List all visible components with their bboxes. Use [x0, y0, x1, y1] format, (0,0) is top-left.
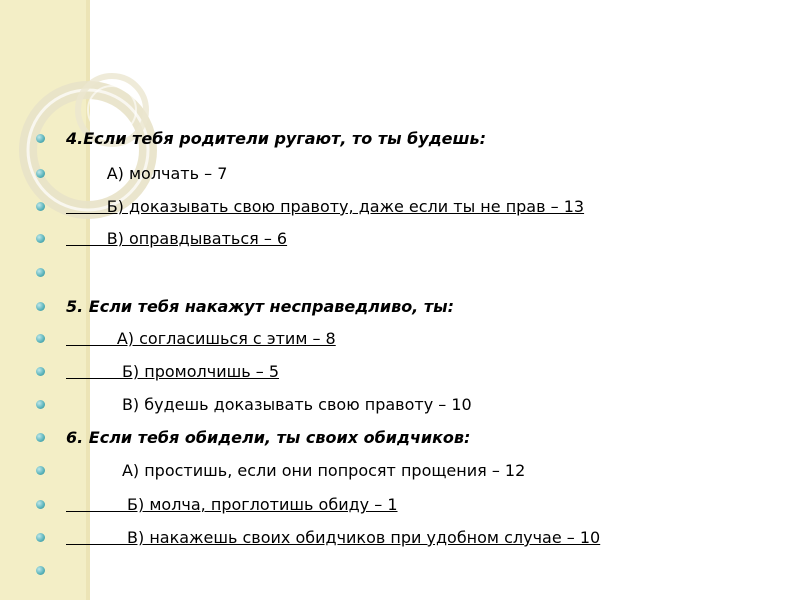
bullet-icon [36, 433, 45, 442]
bullet-icon [36, 533, 45, 542]
list-item [0, 494, 780, 516]
bullet-icon [36, 234, 45, 243]
bullet-icon [36, 169, 45, 178]
bullet-icon [36, 566, 45, 575]
list-item [0, 228, 780, 250]
bullet-icon [36, 334, 45, 343]
list-item [0, 394, 780, 416]
list-item [0, 460, 780, 482]
question-heading: 6. Если тебя обидели, ты своих обидчиков: [66, 428, 471, 447]
list-item [0, 527, 780, 549]
answer-option: В) накажешь своих обидчиков при удобном случае – 10 [66, 528, 601, 547]
bullet-icon [36, 466, 45, 475]
answer-option: В) будешь доказывать свою правоту – 10 [66, 395, 472, 414]
answer-option: А) молчать – 7 [66, 164, 228, 183]
list-item [0, 560, 780, 582]
list-item [0, 196, 780, 218]
bullet-icon [36, 500, 45, 509]
question-heading: 4.Если тебя родители ругают, то ты будешь: [66, 129, 487, 148]
bullet-icon [36, 268, 45, 277]
list-item [0, 296, 780, 318]
bullet-icon [36, 302, 45, 311]
bullet-icon [36, 400, 45, 409]
list-item [0, 262, 780, 284]
bullet-icon [36, 134, 45, 143]
answer-option: А) простишь, если они попросят прощения – 12 [66, 461, 526, 480]
list-item [0, 128, 780, 150]
bullet-icon [36, 367, 45, 376]
answer-option: Б) доказывать свою правоту, даже если ты не прав – 13 [66, 197, 585, 216]
list-item [0, 427, 780, 449]
list-item [0, 328, 780, 350]
question-heading: 5. Если тебя накажут несправедливо, ты: [66, 297, 454, 316]
list-item [0, 361, 780, 383]
answer-option: А) согласишься с этим – 8 [66, 329, 336, 348]
answer-option: Б) молча, проглотишь обиду – 1 [66, 495, 398, 514]
answer-option: В) оправдываться – 6 [66, 229, 288, 248]
answer-option: Б) промолчишь – 5 [66, 362, 280, 381]
list-item [0, 163, 780, 185]
bullet-icon [36, 202, 45, 211]
